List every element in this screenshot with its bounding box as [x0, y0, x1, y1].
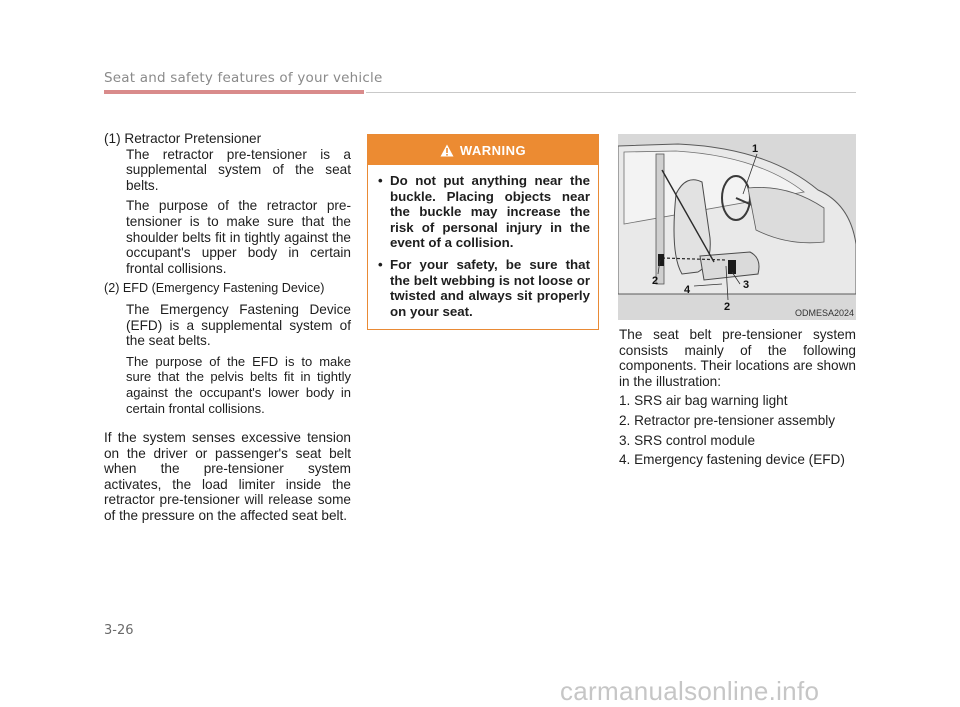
warning-box: [367, 134, 599, 330]
efd-heading: (2) EFD (Emergency Fastening Device): [104, 281, 325, 296]
component-item: 4. Emergency fastening device (EFD): [619, 452, 845, 468]
callout-4: 4: [684, 284, 691, 296]
bullet-icon: •: [378, 256, 383, 272]
right-column: [619, 327, 856, 468]
header-accent-rule: [104, 90, 364, 94]
warning-item-text: Do not put anything near the buckle. Placing objects near the buckle may increase the risk of personal injury in the event of a collision.: [390, 173, 590, 251]
callout-2a: 2: [652, 275, 659, 287]
header-divider: [366, 92, 856, 93]
figure-code: ODMESA2024: [794, 308, 854, 318]
warning-triangle-icon: [440, 144, 454, 157]
page-number: 3-26: [104, 623, 134, 638]
efd-para-1: The Emergency Fastening Device (EFD) is a supplemental system of the seat belts.: [126, 301, 351, 349]
component-item: 1. SRS air bag warning light: [619, 393, 788, 409]
warning-item: [378, 257, 590, 319]
component-item: 2. Retractor pre-tensioner assembly: [619, 412, 836, 428]
section-title: Seat and safety features of your vehicle: [104, 70, 383, 86]
left-column: [104, 131, 351, 524]
retractor-para-2: The purpose of the retractor pre-tensioner is to make sure that the shoulder belts fit in tightly against the occupant's upper body in certain frontal collisions.: [126, 198, 351, 276]
warning-header: [368, 135, 598, 165]
retractor-para-1: The retractor pre-tensioner is a supplemental system of the seat belts.: [126, 146, 351, 193]
car-interior-drawing: [618, 134, 856, 320]
retractor-pretensioner-heading: (1) Retractor Pretensioner: [104, 131, 262, 146]
pretensioner-intro: The seat belt pre-tensioner system consists mainly of the following components. Their locations are shown in the illustration:: [619, 327, 856, 389]
component-item: 3. SRS control module: [619, 432, 756, 448]
callout-2b: 2: [724, 301, 731, 313]
pretensioner-illustration: [618, 134, 856, 320]
callout-3: 3: [743, 279, 750, 291]
warning-list: [368, 165, 598, 319]
efd-para-2: The purpose of the EFD is to make sure that the pelvis belts fit in tightly against the occupant's lower body in certain frontal collisions.: [126, 353, 351, 416]
warning-label: WARNING: [459, 142, 527, 158]
load-limiter-paragraph: If the system senses excessive tension on the driver or passenger's seat belt when the pre-tensioner system activates, the load limiter inside the retractor pre-tensioner will release some of the pressure on the affected seat belt.: [104, 430, 351, 524]
bullet-icon: •: [378, 173, 383, 188]
callout-1: 1: [752, 143, 759, 155]
warning-item: [378, 173, 590, 251]
watermark-text[interactable]: carmanualsonline.info: [560, 676, 820, 706]
warning-item-text: For your safety, be sure that the belt webbing is not loose or twisted and always sit properly on your seat.: [390, 256, 590, 319]
